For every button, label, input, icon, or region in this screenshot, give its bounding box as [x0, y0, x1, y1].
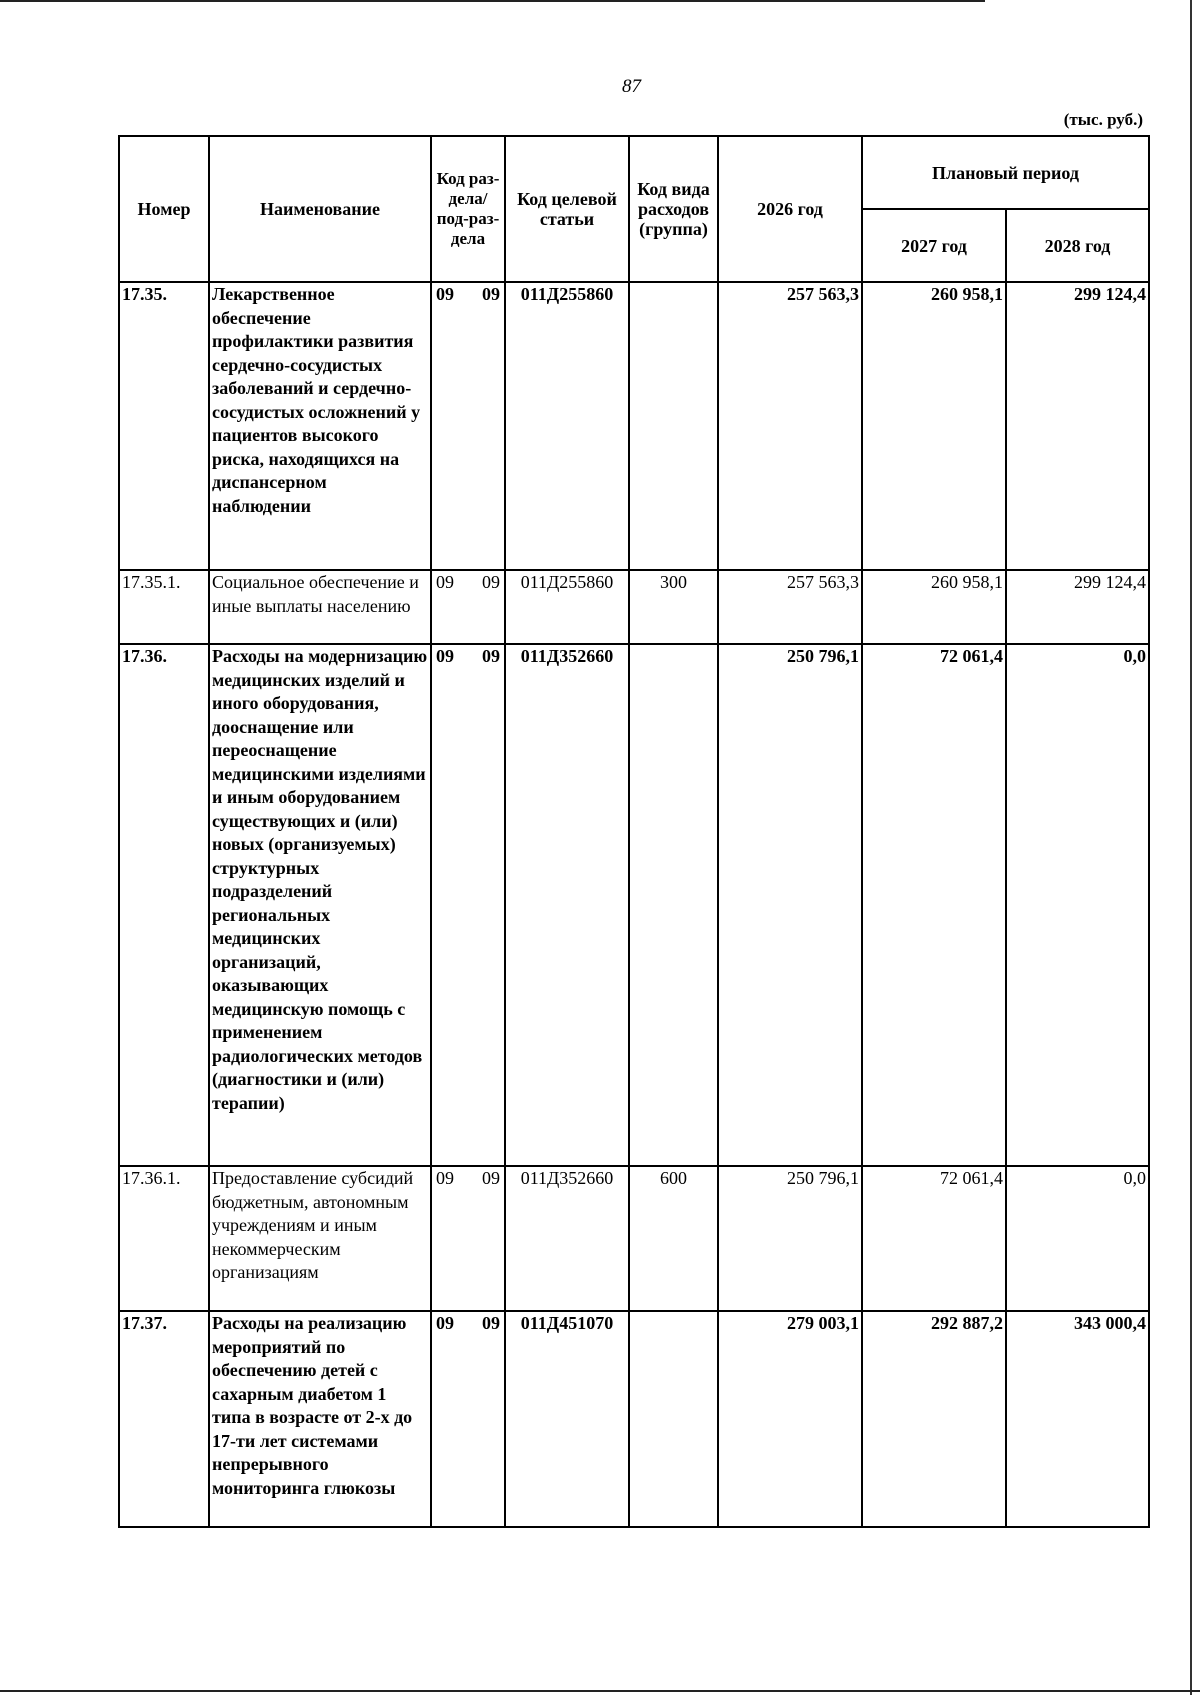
row-name: Лекарственное обеспечение профилактики развития сердечно-сосудистых заболеваний и сердечно-сосудистых осложнений у пациентов высокого риска, находящихся на диспансерном наблюдении [209, 282, 431, 570]
row-subsection: 09 [482, 284, 500, 304]
row-number: 17.35. [119, 282, 209, 570]
table-row [119, 644, 1149, 1166]
row-section-code [431, 282, 505, 570]
units-label: (тыс. руб.) [1063, 110, 1143, 129]
table-row [119, 1311, 1149, 1527]
row-section: 09 [436, 646, 454, 666]
row-subsection: 09 [482, 572, 500, 592]
row-amount-2027: 260 958,1 [862, 282, 1006, 570]
row-section-code [431, 1166, 505, 1311]
table-row [119, 282, 1149, 570]
row-target-code: 011Д352660 [505, 644, 629, 1166]
row-target-code: 011Д451070 [505, 1311, 629, 1527]
row-expense-type: 300 [629, 570, 718, 644]
row-target-code: 011Д255860 [505, 282, 629, 570]
row-amount-2028: 299 124,4 [1006, 570, 1149, 644]
row-number: 17.37. [119, 1311, 209, 1527]
scan-edge-right [1190, 0, 1192, 1695]
scan-edge-bottom [0, 1690, 1200, 1692]
row-section: 09 [436, 1313, 454, 1333]
row-amount-2028: 299 124,4 [1006, 282, 1149, 570]
row-amount-2026: 257 563,3 [718, 570, 862, 644]
header-year-2028: 2028 год [1006, 209, 1149, 282]
row-subsection: 09 [482, 1313, 500, 1333]
row-expense-type [629, 1311, 718, 1527]
row-number: 17.36. [119, 644, 209, 1166]
row-target-code: 011Д255860 [505, 570, 629, 644]
row-section: 09 [436, 1168, 454, 1188]
row-amount-2027: 72 061,4 [862, 644, 1006, 1166]
budget-table [118, 135, 1150, 1528]
row-name: Расходы на реализацию мероприятий по обеспечению детей с сахарным диабетом 1 типа в возрасте от 2-х до 17-ти лет системами непрерывного мониторинга глюкозы [209, 1311, 431, 1527]
row-amount-2026: 279 003,1 [718, 1311, 862, 1527]
header-number: Номер [119, 136, 209, 282]
row-amount-2026: 250 796,1 [718, 644, 862, 1166]
row-section-code [431, 644, 505, 1166]
row-expense-type: 600 [629, 1166, 718, 1311]
row-name: Социальное обеспечение и иные выплаты населению [209, 570, 431, 644]
scan-edge-top [0, 0, 985, 2]
header-year-2026: 2026 год [718, 136, 862, 282]
table-row [119, 570, 1149, 644]
page-number: 87 [622, 76, 641, 97]
table-row [119, 1166, 1149, 1311]
header-name: Наименование [209, 136, 431, 282]
row-expense-type [629, 644, 718, 1166]
row-amount-2026: 250 796,1 [718, 1166, 862, 1311]
row-expense-type [629, 282, 718, 570]
header-section-code: Код раз-дела/ под-раз-дела [431, 136, 505, 282]
row-number: 17.36.1. [119, 1166, 209, 1311]
row-amount-2028: 0,0 [1006, 644, 1149, 1166]
row-section-code [431, 570, 505, 644]
row-amount-2026: 257 563,3 [718, 282, 862, 570]
row-section: 09 [436, 284, 454, 304]
row-amount-2028: 343 000,4 [1006, 1311, 1149, 1527]
header-year-2027: 2027 год [862, 209, 1006, 282]
header-expense-type: Код вида расходов (группа) [629, 136, 718, 282]
row-name: Расходы на модернизацию медицинских изделий и иного оборудования, дооснащение или переоснащение медицинскими изделиями и иным оборудованием существующих и (или) новых (организуемых) структурных подразделений региональных медицинских организаций, оказывающих медицинскую помощь с применением радиологических методов (диагностики и (или) терапии) [209, 644, 431, 1166]
row-amount-2028: 0,0 [1006, 1166, 1149, 1311]
row-amount-2027: 292 887,2 [862, 1311, 1006, 1527]
header-target-code: Код целевой статьи [505, 136, 629, 282]
row-section-code [431, 1311, 505, 1527]
header-planning-period: Плановый период [862, 136, 1149, 209]
row-subsection: 09 [482, 1168, 500, 1188]
row-subsection: 09 [482, 646, 500, 666]
row-number: 17.35.1. [119, 570, 209, 644]
row-section: 09 [436, 572, 454, 592]
row-name: Предоставление субсидий бюджетным, автономным учреждениям и иным некоммерческим организациям [209, 1166, 431, 1311]
row-target-code: 011Д352660 [505, 1166, 629, 1311]
row-amount-2027: 72 061,4 [862, 1166, 1006, 1311]
row-amount-2027: 260 958,1 [862, 570, 1006, 644]
